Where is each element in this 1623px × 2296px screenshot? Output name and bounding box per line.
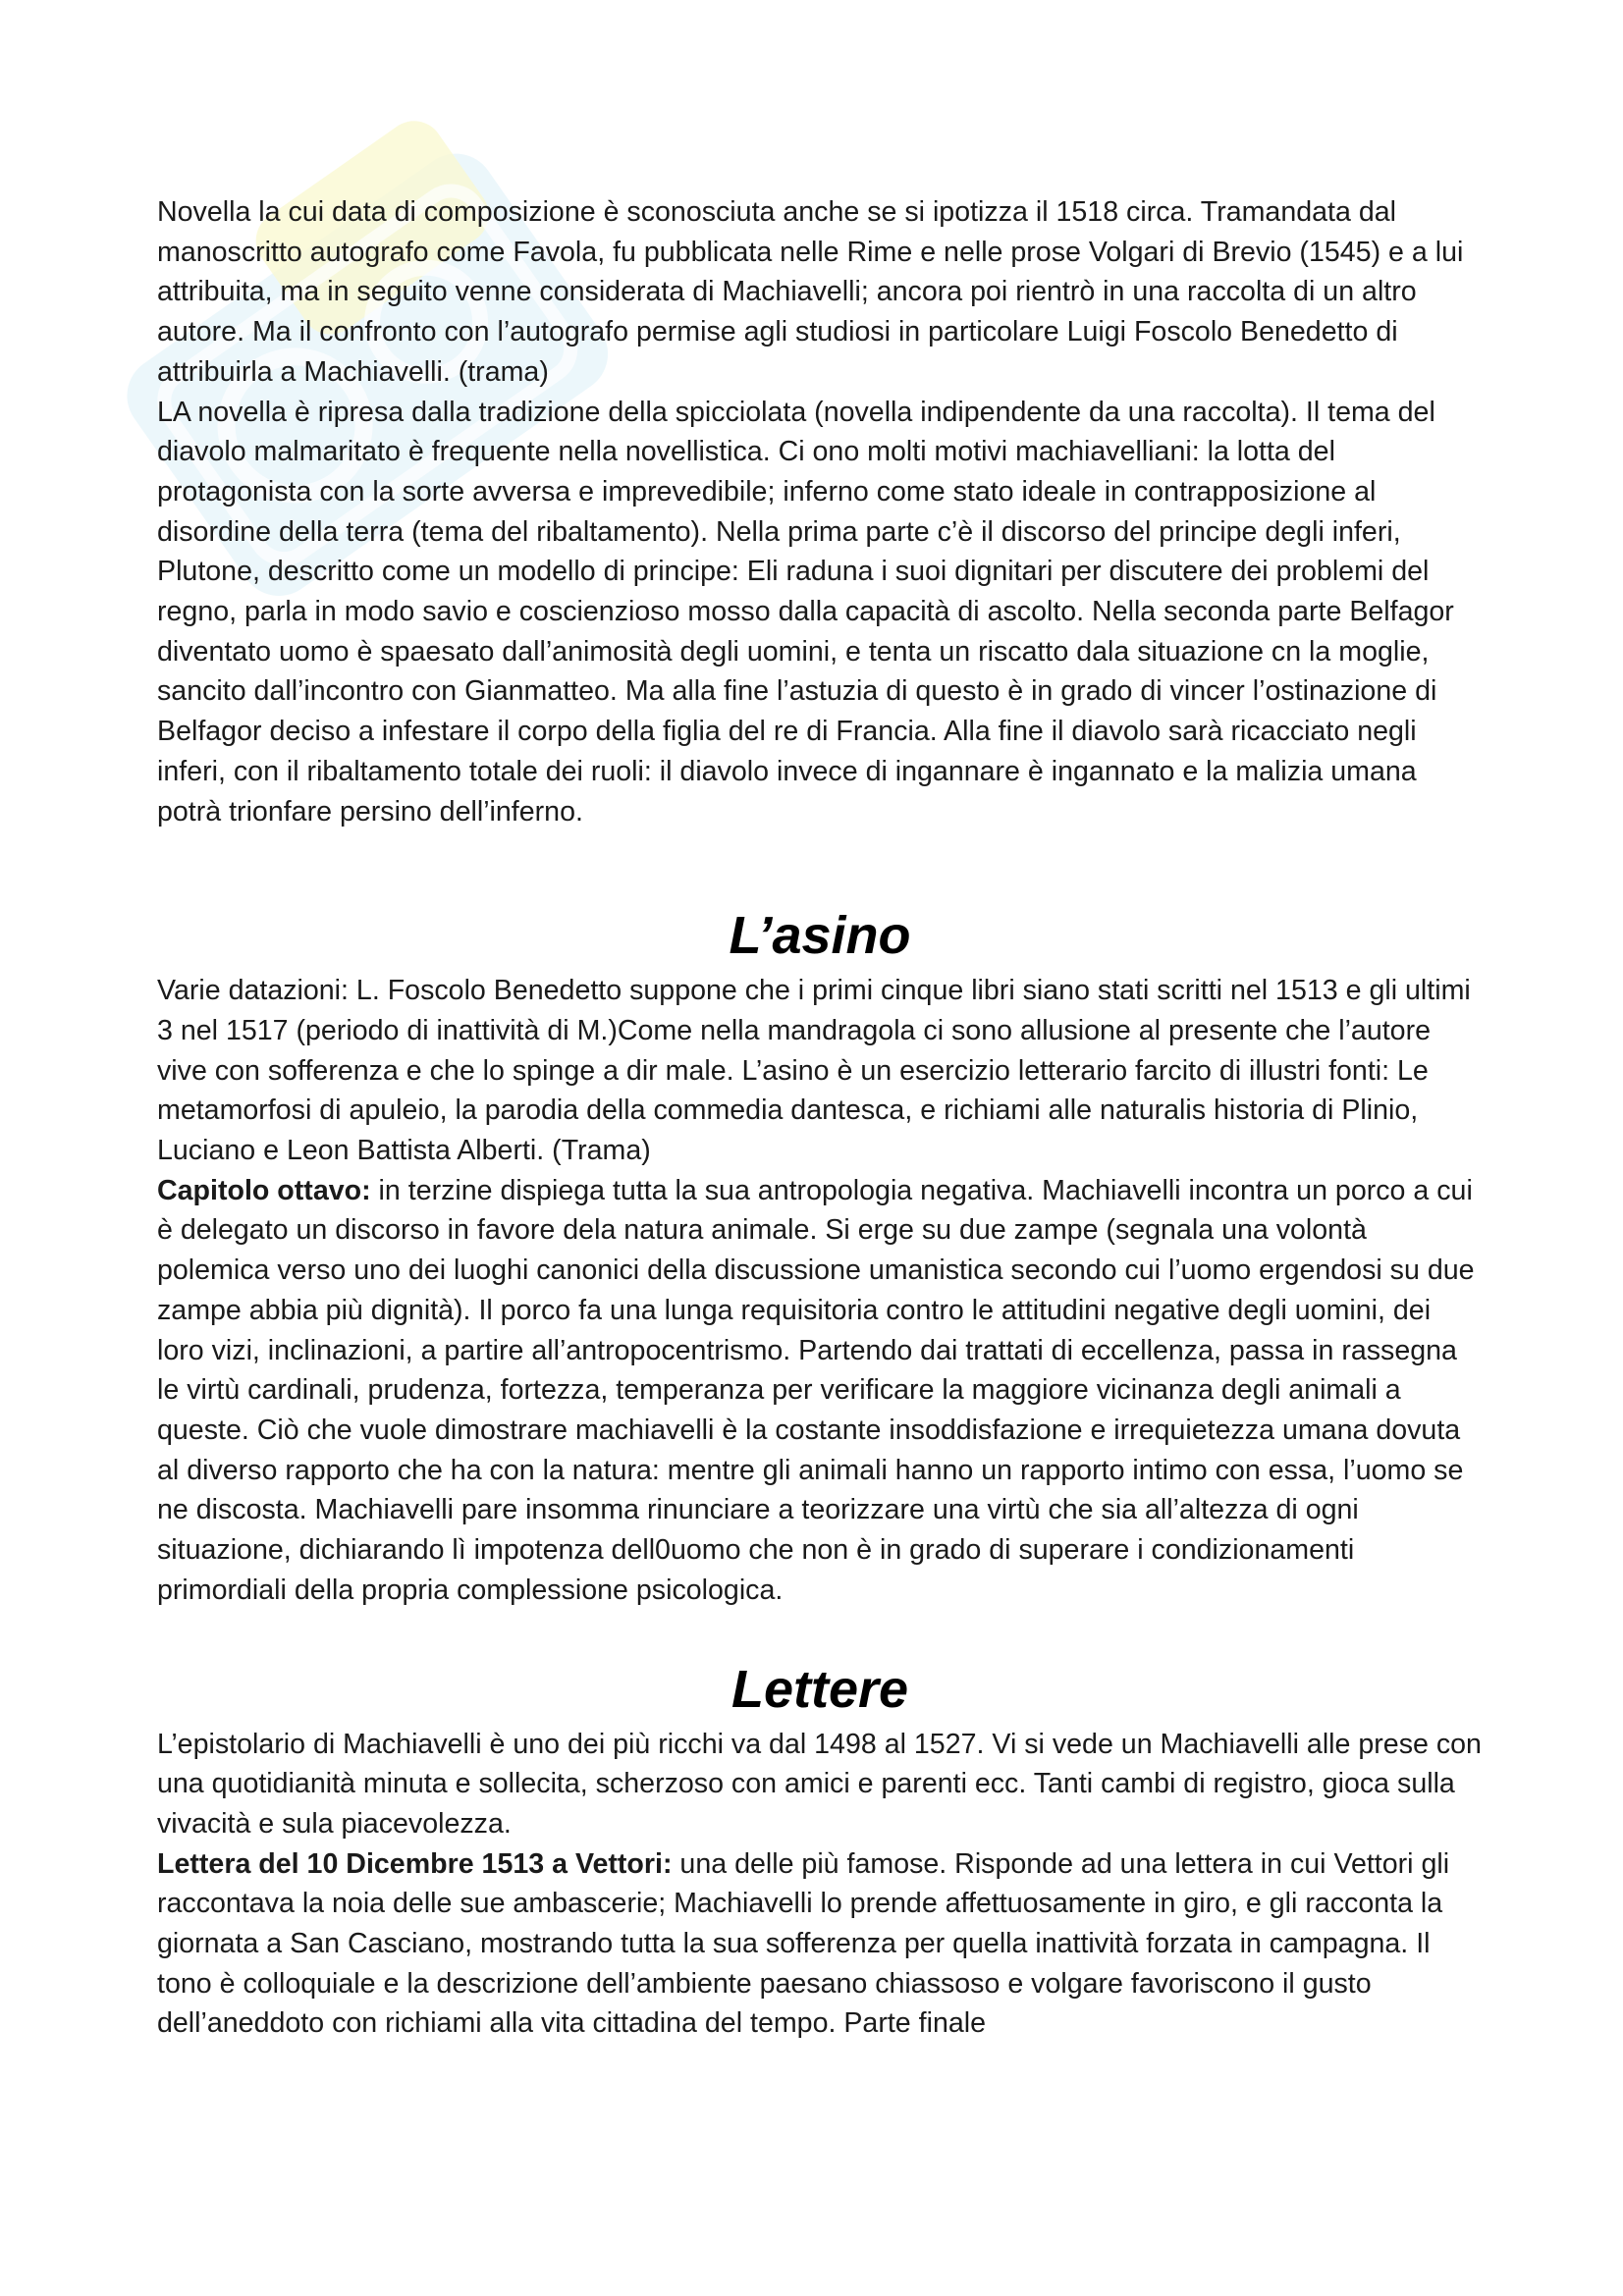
lettere-paragraph-2 <box>157 1844 1483 2045</box>
asino-paragraph-2-lead: Capitolo ottavo: <box>157 1174 371 1206</box>
lettere-paragraph-2-lead: Lettera del 10 Dicembre 1513 a Vettori: <box>157 1847 673 1880</box>
novella-paragraph: LA novella è ripresa dalla tradizione della spicciolata (novella indipendente da una raccolta). Il tema del diavolo malmaritato è frequente nella novellistica. Ci ono molti motivi machiavelliani: la lotta del protagonista con la sorte avversa e imprevedibile; inferno come stato ideale in contrapposizione al disordine della terra (tema del ribaltamento). Nella prima parte c’è il discorso del principe degli inferi, Plutone, descritto come un modello di principe: Eli raduna i suoi dignitari per discutere dei problemi del regno, parla in modo savio e coscienzioso mosso dalla capacità di ascolto. Nella seconda parte Belfagor diventato uomo è spaesato dall’animosità degli uomini, e tenta un riscatto dala situazione cn la moglie, sancito dall’incontro con Gianmatteo. Ma alla fine l’astuzia di questo è in grado di vincer l’ostinazione di Belfagor deciso a infestare il corpo della figlia del re di Francia. Alla fine il diavolo sarà ricacciato negli inferi, con il ribaltamento totale dei ruoli: il diavolo invece di ingannare è ingannato e la malizia umana potrà trionfare persino dell’inferno. <box>157 396 1454 828</box>
asino-paragraph-1: Varie datazioni: L. Foscolo Benedetto suppone che i primi cinque libri siano stati scritti nel 1513 e gli ultimi 3 nel 1517 (periodo di inattività di M.)Come nella mandragola ci sono allusione al presente che l’autore vive con sofferenza e che lo spinge a dir male. L’asino è un esercizio letterario farcito di illustri fonti: Le metamorfosi di apuleio, la parodia della commedia dantesca, e richiami alle naturalis historia di Plinio, Luciano e Leon Battista Alberti. (Trama) <box>157 975 1471 1167</box>
asino-paragraph-2 <box>157 1171 1483 1611</box>
lettere-paragraph-1: L’epistolario di Machiavelli è uno dei più ricchi va dal 1498 al 1527. Vi si vede un Machiavelli alle prese con una quotidianità minuta e sollecita, scherzoso con amici e parenti ecc. Tanti cambi di registro, gioca sulla vivacità e sula piacevolezza. <box>157 1728 1482 1840</box>
section-heading-lettere: Lettere <box>730 1659 909 1719</box>
intro-paragraph: Novella la cui data di composizione è sconosciuta anche se si ipotizza il 1518 circa. Tramandata dal manoscritto autografo come Favola, fu pubblicata nelle Rime e nelle prose Volgari di Brevio (1545) e a lui attribuita, ma in seguito venne considerata di Machiavelli; ancora poi rientrò in una raccolta di un altro autore. Ma il confronto con l’autografo permise agli studiosi in particolare Luigi Foscolo Benedetto di attribuirla a Machiavelli. (trama) <box>157 196 1464 388</box>
document-body <box>157 192 1483 2044</box>
asino-paragraph-2-text: in terzine dispiega tutta la sua antropologia negativa. Machiavelli incontra un porco a cui è delegato un discorso in favore dela natura animale. Si erge su due zampe (segnala una volontà polemica verso uno dei luoghi canonici della discussione umanistica secondo cui l’uomo ergendosi su due zampe abbia più dignità). Il porco fa una lunga requisitoria contro le attitudini negative degli uomini, dei loro vizi, inclinazioni, a partire all’antropocentrismo. Partendo dai trattati di eccellenza, passa in rassegna le virtù cardinali, prudenza, fortezza, temperanza per verificare la maggiore vicinanza degli animali a queste. Ciò che vuole dimostrare machiavelli è la costante insoddisfazione e irrequietezza umana dovuta al diverso rapporto che ha con la natura: mentre gli animali hanno un rapporto intimo con essa, l’uomo se ne discosta. Machiavelli pare insomma rinunciare a teorizzare una virtù che sia all’altezza di ogni situazione, dichiarando lì impotenza dell0uomo che non è in grado di superare i condizionamenti primordiali della propria complessione psicologica. <box>157 1174 1475 1606</box>
section-heading-asino: L’asino <box>729 906 911 966</box>
lettere-paragraph-2-text: una delle più famose. Risponde ad una lettera in cui Vettori gli raccontava la noia delle sue ambascerie; Machiavelli lo prende affettuosamente in giro, e gli racconta la giornata a San Casciano, mostrando tutta la sua sofferenza per quella inattività forzata in campagna. Il tono è colloquiale e la descrizione dell’ambiente paesano chiassoso e volgare favoriscono il gusto dell’aneddoto con richiami alla vita cittadina del tempo. Parte finale <box>157 1847 1450 2040</box>
